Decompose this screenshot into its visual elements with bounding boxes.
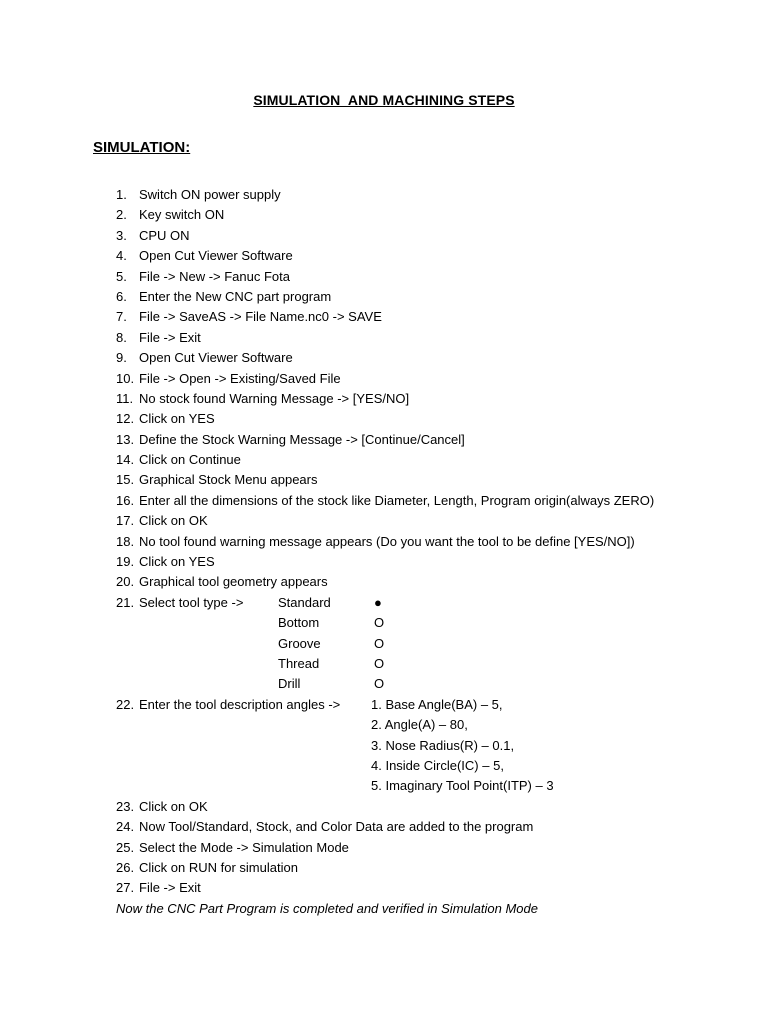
step-number: 22. [116, 696, 135, 712]
step-text: File -> Exit [139, 880, 201, 896]
list-item [0, 552, 768, 572]
step-number: 2. [116, 207, 127, 223]
step-text: File -> New -> Fanuc Fota [139, 268, 290, 284]
step-number: 3. [116, 227, 127, 243]
step-number: 27. [116, 880, 135, 896]
list-item [0, 430, 768, 450]
list-item [0, 532, 768, 552]
angle-item-base-angle: 1. Base Angle(BA) – 5, [371, 696, 503, 712]
step-text: File -> Open -> Existing/Saved File [139, 370, 341, 386]
tool-option-row [0, 613, 768, 633]
list-item [0, 797, 768, 817]
step-number: 12. [116, 411, 135, 427]
list-item [0, 246, 768, 266]
step-text: Click on OK [139, 513, 208, 529]
list-item [0, 307, 768, 327]
step-text: CPU ON [139, 227, 190, 243]
step-number: 1. [116, 187, 127, 202]
step-number: 14. [116, 452, 135, 468]
angle-item-angle: 2. Angle(A) – 80, [371, 717, 468, 733]
step-text: Click on OK [139, 798, 208, 814]
list-item [0, 267, 768, 287]
step-text: Enter the New CNC part program [139, 288, 332, 304]
section-heading-simulation: SIMULATION: [93, 139, 191, 156]
tool-type-step [0, 593, 768, 613]
step-number: 10. [116, 370, 135, 386]
list-item [0, 409, 768, 429]
list-item [0, 470, 768, 490]
step-text: Now Tool/Standard, Stock, and Color Data are added to the program [139, 819, 534, 835]
step-text: Select the Mode -> Simulation Mode [139, 839, 349, 855]
step-text: Define the Stock Warning Message -> [Continue/Cancel] [139, 431, 465, 447]
tool-option-row [0, 634, 768, 654]
step-text: No tool found warning message appears (Do you want the tool to be define [YES/NO]) [139, 533, 635, 549]
step-number: 6. [116, 288, 127, 304]
step-number: 17. [116, 513, 135, 529]
step-number: 24. [116, 819, 135, 835]
list-item [0, 858, 768, 878]
tool-option-groove-label: Groove [278, 635, 321, 651]
step-number: 25. [116, 839, 135, 855]
angle-item-inside-circle: 4. Inside Circle(IC) – 5, [371, 757, 504, 773]
angle-row [0, 756, 768, 776]
step-number: 21. [116, 594, 135, 610]
step-text: Graphical Stock Menu appears [139, 472, 318, 488]
list-item [0, 205, 768, 225]
tool-option-bottom-label: Bottom [278, 615, 320, 631]
step-number: 15. [116, 472, 135, 488]
step-number: 20. [116, 574, 135, 590]
angle-item-imaginary-tool-point: 5. Imaginary Tool Point(ITP) – 3 [371, 778, 554, 794]
step-text: Key switch ON [139, 207, 225, 223]
tool-option-thread-label: Thread [278, 655, 320, 671]
step-text: Switch ON power supply [139, 187, 281, 202]
step-number: 13. [116, 431, 135, 447]
list-item [0, 226, 768, 246]
angle-row [0, 776, 768, 796]
step-number: 5. [116, 268, 127, 284]
angle-item-nose-radius: 3. Nose Radius(R) – 0.1, [371, 737, 515, 753]
step-number: 8. [116, 329, 127, 345]
tool-option-bottom-mark: O [374, 615, 385, 631]
step-number: 26. [116, 859, 135, 875]
step-number: 18. [116, 533, 135, 549]
step-number: 23. [116, 798, 135, 814]
list-item [0, 491, 768, 511]
tool-option-drill-label: Drill [278, 676, 301, 692]
step-text: Click on Continue [139, 452, 241, 468]
list-item [0, 369, 768, 389]
simulation-steps-list [0, 185, 768, 919]
list-item [0, 511, 768, 531]
list-item [0, 328, 768, 348]
list-item [0, 287, 768, 307]
step-text: Click on RUN for simulation [139, 859, 298, 875]
step-text: File -> Exit [139, 329, 201, 345]
angle-row [0, 736, 768, 756]
list-item [0, 572, 768, 592]
list-item [0, 389, 768, 409]
tool-option-standard-mark: ● [374, 594, 382, 610]
step-text: Enter all the dimensions of the stock like Diameter, Length, Program origin(always ZERO) [139, 492, 655, 508]
list-item [0, 817, 768, 837]
step-text: Click on YES [139, 554, 215, 570]
tool-option-thread-mark: O [374, 655, 385, 671]
list-item [0, 185, 768, 205]
closing-note: Now the CNC Part Program is completed and verified in Simulation Mode [116, 900, 538, 916]
tool-option-row [0, 674, 768, 694]
list-item [0, 838, 768, 858]
step-text: File -> SaveAS -> File Name.nc0 -> SAVE [139, 309, 382, 325]
tool-option-drill-mark: O [374, 676, 385, 692]
tool-option-row [0, 654, 768, 674]
step-text: Open Cut Viewer Software [139, 350, 293, 366]
step-text: Click on YES [139, 411, 215, 427]
step-text: Graphical tool geometry appears [139, 574, 328, 590]
step-number: 11. [116, 390, 134, 406]
step-number: 9. [116, 350, 127, 366]
tool-option-standard-label: Standard [278, 594, 331, 610]
document-title: SIMULATION AND MACHINING STEPS [253, 92, 515, 108]
step-number: 7. [116, 309, 127, 325]
angle-row [0, 715, 768, 735]
step-text: Open Cut Viewer Software [139, 248, 293, 264]
list-item [0, 878, 768, 898]
step-number: 4. [116, 248, 127, 264]
step-text: Enter the tool description angles -> [139, 696, 341, 712]
step-text: Select tool type -> [139, 594, 244, 610]
step-text: No stock found Warning Message -> [YES/NO] [139, 390, 410, 406]
closing-note-row [0, 899, 768, 919]
list-item [0, 348, 768, 368]
step-number: 19. [116, 554, 135, 570]
angles-step [0, 695, 768, 715]
tool-option-groove-mark: O [374, 635, 385, 651]
list-item [0, 450, 768, 470]
step-number: 16. [116, 492, 135, 508]
